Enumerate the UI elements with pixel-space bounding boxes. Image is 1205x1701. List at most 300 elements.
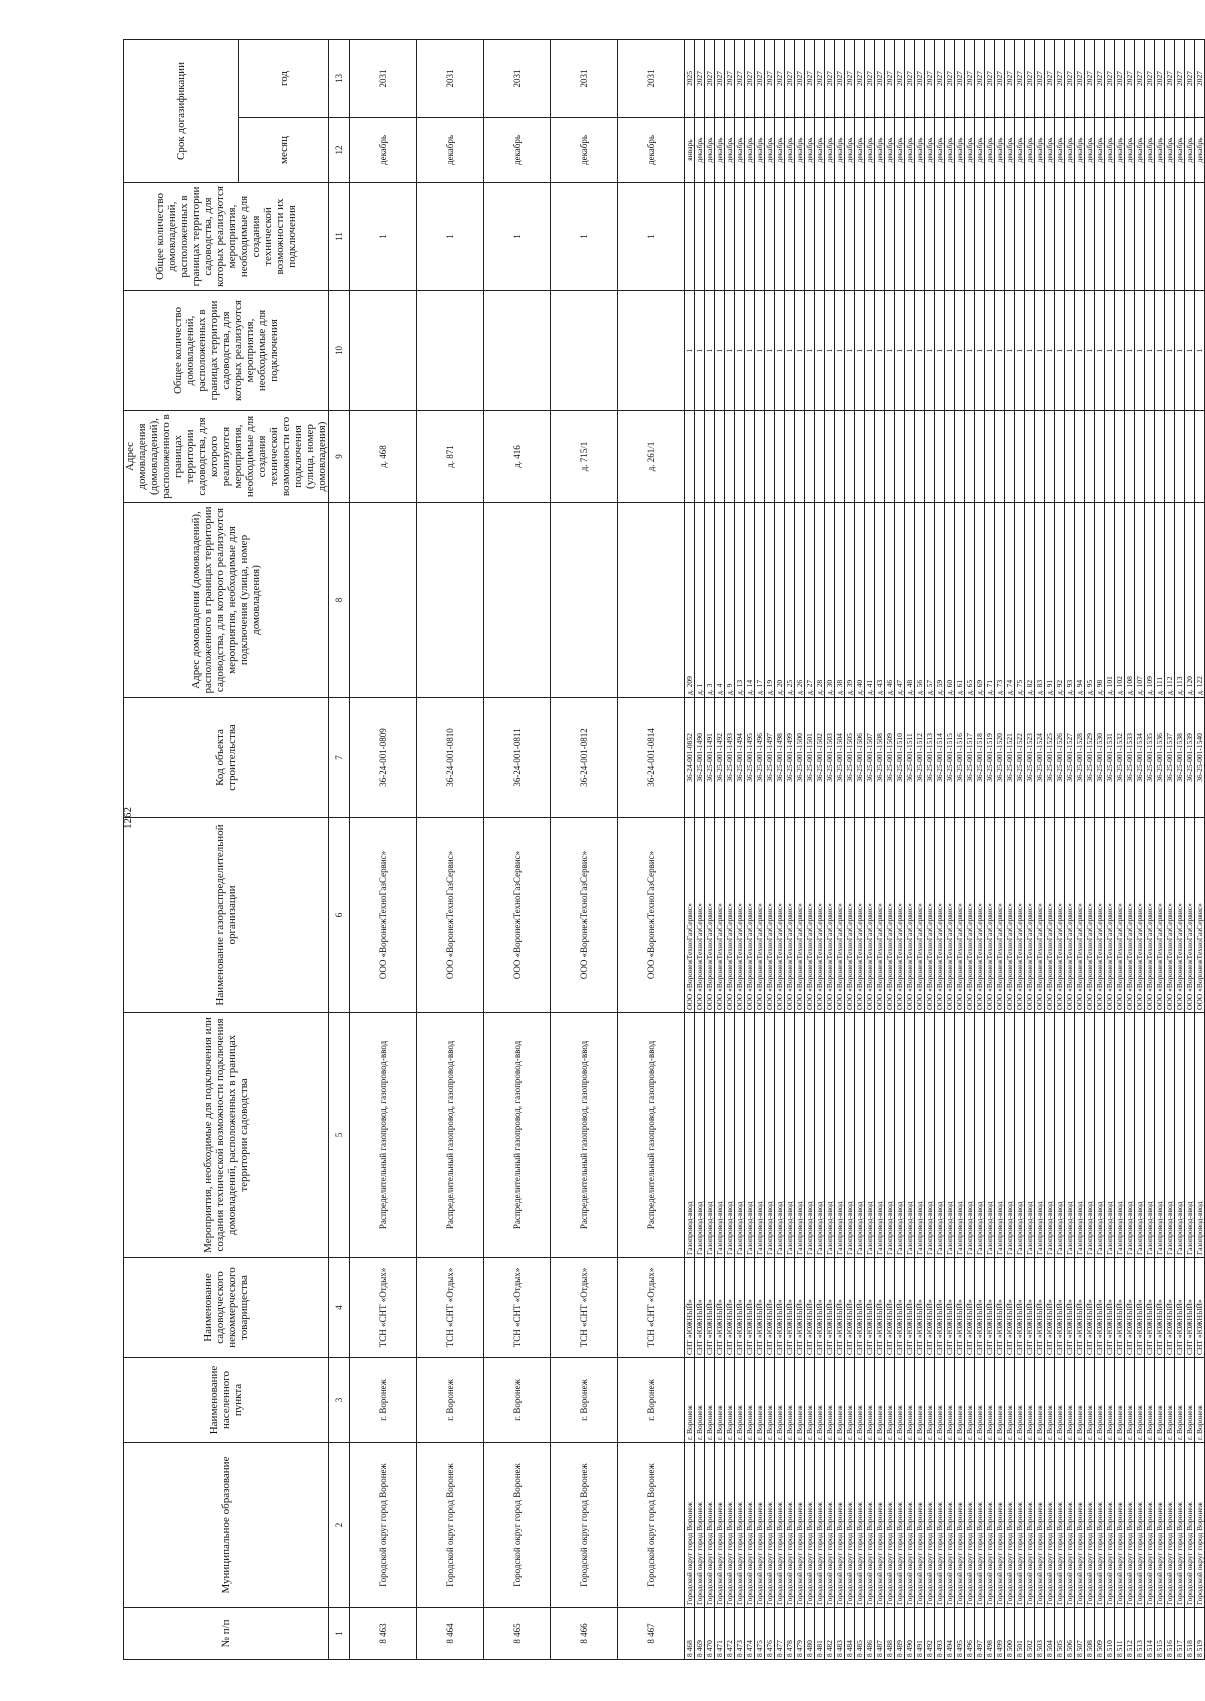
table-cell: 36-25-001-1498 xyxy=(775,698,785,818)
table-cell xyxy=(775,411,785,503)
table-cell: СНТ «ЮЖНЫЙ» xyxy=(965,1258,975,1358)
table-cell: 1 xyxy=(1155,291,1165,411)
table-cell: декабрь xyxy=(1165,118,1175,183)
table-cell: 8 502 xyxy=(1025,1608,1035,1660)
table-cell: 36-25-001-1501 xyxy=(805,698,815,818)
table-cell xyxy=(1035,183,1045,291)
table-cell: Распределительный газопровод, газопровод-ввод xyxy=(350,1013,417,1258)
table-cell: декабрь xyxy=(1075,118,1085,183)
table-cell: Городской округ город Воронеж xyxy=(825,1443,835,1608)
table-cell: 2027 xyxy=(815,39,825,117)
table-cell: Городской округ город Воронеж xyxy=(417,1443,484,1608)
table-cell: Газопровод-ввод xyxy=(815,1013,825,1258)
table-cell xyxy=(551,503,618,698)
table-cell: г. Воронеж xyxy=(755,1358,765,1443)
table-cell: 36-25-001-1515 xyxy=(945,698,955,818)
table-cell xyxy=(975,183,985,291)
table-row xyxy=(965,39,975,1659)
table-cell: 36-25-001-1534 xyxy=(1135,698,1145,818)
table-cell: г. Воронеж xyxy=(618,1358,685,1443)
table-cell: Газопровод-ввод xyxy=(845,1013,855,1258)
table-cell: 36-24-001-0811 xyxy=(484,698,551,818)
table-cell: 36-25-001-1525 xyxy=(1045,698,1055,818)
table-cell: СНТ «ЮЖНЫЙ» xyxy=(815,1258,825,1358)
table-cell: СНТ «ЮЖНЫЙ» xyxy=(805,1258,815,1358)
table-cell: 2027 xyxy=(825,39,835,117)
table-cell: декабрь xyxy=(1055,118,1065,183)
table-cell: 8 486 xyxy=(865,1608,875,1660)
table-cell: 8 518 xyxy=(1185,1608,1195,1660)
table-cell xyxy=(785,183,795,291)
table-cell: д. 71 xyxy=(985,503,995,698)
table-cell: Городской округ город Воронеж xyxy=(1095,1443,1105,1608)
table-cell xyxy=(735,183,745,291)
table-cell: 1 xyxy=(705,291,715,411)
table-cell: ООО «ВоронежТехноГазСервис» xyxy=(825,818,835,1013)
table-cell: СНТ «ЮЖНЫЙ» xyxy=(865,1258,875,1358)
table-cell: декабрь xyxy=(1015,118,1025,183)
col-header-3: Наименование населенного пункта xyxy=(124,1358,329,1443)
table-cell: ООО «ВоронежТехноГазСервис» xyxy=(1165,818,1175,1013)
table-cell: СНТ «ЮЖНЫЙ» xyxy=(1045,1258,1055,1358)
table-cell: декабрь xyxy=(1175,118,1185,183)
table-cell: Газопровод-ввод xyxy=(1055,1013,1065,1258)
table-cell: д. 61 xyxy=(955,503,965,698)
table-cell: г. Воронеж xyxy=(1155,1358,1165,1443)
table-cell: 36-25-001-1512 xyxy=(915,698,925,818)
table-cell xyxy=(965,411,975,503)
table-cell: 8 513 xyxy=(1135,1608,1145,1660)
table-cell: 1 xyxy=(775,291,785,411)
table-cell: Газопровод-ввод xyxy=(1045,1013,1055,1258)
table-cell: 8 515 xyxy=(1155,1608,1165,1660)
col-header-9: Адрес домовладения (домовладений), расположенного в границах территории садоводства, для которого реализуются мероприятия, необходимые для создания технической возможности его подключения (улица, номер домовладения) xyxy=(124,411,329,503)
table-cell xyxy=(484,291,551,411)
table-cell: г. Воронеж xyxy=(815,1358,825,1443)
table-cell: Городской округ город Воронеж xyxy=(725,1443,735,1608)
table-cell: ООО «ВоронежТехноГазСервис» xyxy=(785,818,795,1013)
table-cell: д. 94 xyxy=(1075,503,1085,698)
table-cell: д. 47 xyxy=(895,503,905,698)
table-cell: ООО «ВоронежТехноГазСервис» xyxy=(695,818,705,1013)
table-cell: Газопровод-ввод xyxy=(1125,1013,1135,1258)
table-cell: 1 xyxy=(955,291,965,411)
table-cell: 36-25-001-1539 xyxy=(1185,698,1195,818)
col-header-2: Муниципальное образование xyxy=(124,1443,329,1608)
table-cell: ООО «ВоронежТехноГазСервис» xyxy=(1085,818,1095,1013)
table-cell: Городской округ город Воронеж xyxy=(1155,1443,1165,1608)
table-cell: г. Воронеж xyxy=(417,1358,484,1443)
table-cell: ООО «ВоронежТехноГазСервис» xyxy=(845,818,855,1013)
table-cell: 8 468 xyxy=(685,1608,695,1660)
table-cell: Городской округ город Воронеж xyxy=(1195,1443,1205,1608)
table-cell: 8 485 xyxy=(855,1608,865,1660)
table-row xyxy=(725,39,735,1659)
table-cell: д. 75 xyxy=(1015,503,1025,698)
table-cell: д. 3 xyxy=(705,503,715,698)
table-cell: 36-25-001-1516 xyxy=(955,698,965,818)
table-cell: д. 14 xyxy=(745,503,755,698)
table-cell: г. Воронеж xyxy=(795,1358,805,1443)
column-number-cell: 13 xyxy=(329,39,350,117)
table-cell: Газопровод-ввод xyxy=(805,1013,815,1258)
table-cell: 1 xyxy=(685,291,695,411)
table-cell: СНТ «ЮЖНЫЙ» xyxy=(995,1258,1005,1358)
table-cell: 8 464 xyxy=(417,1608,484,1660)
table-cell: д. 56 xyxy=(915,503,925,698)
table-cell: Городской округ город Воронеж xyxy=(755,1443,765,1608)
table-cell: 1 xyxy=(1095,291,1105,411)
table-cell xyxy=(1175,411,1185,503)
table-cell xyxy=(955,411,965,503)
table-cell: 8 473 xyxy=(735,1608,745,1660)
table-cell xyxy=(885,183,895,291)
table-cell: 36-25-001-1509 xyxy=(885,698,895,818)
table-cell: ООО «ВоронежТехноГазСервис» xyxy=(915,818,925,1013)
table-cell: г. Воронеж xyxy=(735,1358,745,1443)
table-cell: Городской округ город Воронеж xyxy=(551,1443,618,1608)
table-cell: 8 516 xyxy=(1165,1608,1175,1660)
table-cell: 36-24-001-0810 xyxy=(417,698,484,818)
table-cell: Городской округ город Воронеж xyxy=(855,1443,865,1608)
table-row xyxy=(875,39,885,1659)
table-cell: ООО «ВоронежТехноГазСервис» xyxy=(795,818,805,1013)
col-header-1: № п/п xyxy=(124,1608,329,1660)
table-cell: г. Воронеж xyxy=(835,1358,845,1443)
table-cell xyxy=(715,411,725,503)
table-cell: Городской округ город Воронеж xyxy=(1085,1443,1095,1608)
table-cell: 2027 xyxy=(845,39,855,117)
table-row xyxy=(1065,39,1075,1659)
table-cell: д. 871 xyxy=(417,411,484,503)
table-cell: СНТ «ЮЖНЫЙ» xyxy=(1095,1258,1105,1358)
table-cell: ООО «ВоронежТехноГазСервис» xyxy=(1045,818,1055,1013)
table-cell: Городской округ город Воронеж xyxy=(785,1443,795,1608)
table-cell: 2027 xyxy=(935,39,945,117)
table-cell: 1 xyxy=(845,291,855,411)
table-cell xyxy=(805,411,815,503)
table-cell: 2027 xyxy=(885,39,895,117)
table-cell: 2027 xyxy=(895,39,905,117)
table-cell: Газопровод-ввод xyxy=(1145,1013,1155,1258)
table-cell: декабрь xyxy=(855,118,865,183)
table-cell xyxy=(1165,411,1175,503)
table-cell xyxy=(995,411,1005,503)
table-cell: д. 416 xyxy=(484,411,551,503)
table-cell: ООО «ВоронежТехноГазСервис» xyxy=(835,818,845,1013)
table-row xyxy=(1045,39,1055,1659)
table-cell: Городской округ город Воронеж xyxy=(905,1443,915,1608)
table-cell xyxy=(1185,411,1195,503)
table-cell: Газопровод-ввод xyxy=(1065,1013,1075,1258)
table-cell: 2027 xyxy=(1015,39,1025,117)
table-cell xyxy=(1015,411,1025,503)
table-cell: 36-25-001-1519 xyxy=(985,698,995,818)
table-cell: 1 xyxy=(1165,291,1175,411)
table-cell: д. 1 xyxy=(695,503,705,698)
table-cell: г. Воронеж xyxy=(955,1358,965,1443)
table-cell xyxy=(755,411,765,503)
table-cell: 2027 xyxy=(805,39,815,117)
table-cell xyxy=(905,183,915,291)
table-cell: 8 488 xyxy=(885,1608,895,1660)
table-cell: Газопровод-ввод xyxy=(915,1013,925,1258)
table-cell xyxy=(1125,183,1135,291)
table-cell: 36-25-001-1507 xyxy=(865,698,875,818)
table-cell: 2027 xyxy=(965,39,975,117)
table-cell: Газопровод-ввод xyxy=(955,1013,965,1258)
table-cell: г. Воронеж xyxy=(865,1358,875,1443)
table-cell: 36-25-001-1521 xyxy=(1005,698,1015,818)
table-cell: 1 xyxy=(1125,291,1135,411)
table-cell: 2027 xyxy=(1055,39,1065,117)
table-cell: 1 xyxy=(925,291,935,411)
table-cell: 1 xyxy=(905,291,915,411)
table-cell: 36-25-001-1522 xyxy=(1015,698,1025,818)
table-cell xyxy=(995,183,1005,291)
table-cell: СНТ «ЮЖНЫЙ» xyxy=(755,1258,765,1358)
table-cell: 1 xyxy=(855,291,865,411)
table-cell: г. Воронеж xyxy=(785,1358,795,1443)
table-cell: г. Воронеж xyxy=(915,1358,925,1443)
table-cell: декабрь xyxy=(618,118,685,183)
table-cell xyxy=(1185,183,1195,291)
table-cell: ООО «ВоронежТехноГазСервис» xyxy=(1125,818,1135,1013)
table-cell: г. Воронеж xyxy=(1165,1358,1175,1443)
table-cell: 8 512 xyxy=(1125,1608,1135,1660)
table-cell: д. 9 xyxy=(725,503,735,698)
table-cell: д. 48 xyxy=(905,503,915,698)
table-cell: Газопровод-ввод xyxy=(1165,1013,1175,1258)
table-cell xyxy=(815,411,825,503)
table-cell: 1 xyxy=(975,291,985,411)
table-row xyxy=(995,39,1005,1659)
table-row xyxy=(945,39,955,1659)
table-cell xyxy=(695,411,705,503)
table-cell: 1 xyxy=(935,291,945,411)
table-cell: ООО «ВоронежТехноГазСервис» xyxy=(725,818,735,1013)
table-cell: Городской округ город Воронеж xyxy=(695,1443,705,1608)
table-cell: ТСН «СНТ «Отдых» xyxy=(618,1258,685,1358)
table-cell xyxy=(765,183,775,291)
table-cell: 8 481 xyxy=(815,1608,825,1660)
table-cell: Городской округ город Воронеж xyxy=(1105,1443,1115,1608)
table-cell: Газопровод-ввод xyxy=(935,1013,945,1258)
table-cell: СНТ «ЮЖНЫЙ» xyxy=(1025,1258,1035,1358)
table-row xyxy=(895,39,905,1659)
table-cell: СНТ «ЮЖНЫЙ» xyxy=(705,1258,715,1358)
table-row xyxy=(775,39,785,1659)
header-row xyxy=(124,39,239,1659)
table-cell: ООО «ВоронежТехноГазСервис» xyxy=(1195,818,1205,1013)
table-cell: 2027 xyxy=(715,39,725,117)
table-row xyxy=(1025,39,1035,1659)
table-cell: 8 519 xyxy=(1195,1608,1205,1660)
table-cell xyxy=(618,503,685,698)
column-number-cell: 6 xyxy=(329,818,350,1013)
table-cell: декабрь xyxy=(835,118,845,183)
table-cell: СНТ «ЮЖНЫЙ» xyxy=(785,1258,795,1358)
table-cell: д. 261/1 xyxy=(618,411,685,503)
table-cell: ТСН «СНТ «Отдых» xyxy=(417,1258,484,1358)
table-cell xyxy=(1195,411,1205,503)
table-cell: 36-24-001-0812 xyxy=(551,698,618,818)
table-row xyxy=(835,39,845,1659)
table-cell xyxy=(925,183,935,291)
table-cell xyxy=(1075,183,1085,291)
table-cell: СНТ «ЮЖНЫЙ» xyxy=(955,1258,965,1358)
table-cell: 1 xyxy=(1195,291,1205,411)
table-cell: 36-25-001-1494 xyxy=(735,698,745,818)
table-cell: декабрь xyxy=(1105,118,1115,183)
table-cell: 8 466 xyxy=(551,1608,618,1660)
table-cell: 2027 xyxy=(1065,39,1075,117)
table-cell: 2027 xyxy=(705,39,715,117)
table-cell: Городской округ город Воронеж xyxy=(925,1443,935,1608)
table-cell: г. Воронеж xyxy=(1125,1358,1135,1443)
table-cell: 2027 xyxy=(855,39,865,117)
col-header-10: Общее количество домовладений, расположенных в границах территории садоводства, для которых реализуются мероприятия, необходимые для подключения xyxy=(124,291,329,411)
table-cell xyxy=(895,183,905,291)
table-cell: декабрь xyxy=(1065,118,1075,183)
table-cell: Городской округ город Воронеж xyxy=(745,1443,755,1608)
table-cell xyxy=(1195,183,1205,291)
table-cell: 2027 xyxy=(1095,39,1105,117)
column-number-cell: 10 xyxy=(329,291,350,411)
table-cell: 1 xyxy=(1025,291,1035,411)
table-cell: ТСН «СНТ «Отдых» xyxy=(551,1258,618,1358)
table-cell: 36-25-001-1499 xyxy=(785,698,795,818)
table-cell: г. Воронеж xyxy=(1025,1358,1035,1443)
table-cell: 2027 xyxy=(1175,39,1185,117)
table-cell: д. 73 xyxy=(995,503,1005,698)
table-cell: 1 xyxy=(965,291,975,411)
table-cell: ООО «ВоронежТехноГазСервис» xyxy=(350,818,417,1013)
table-cell: г. Воронеж xyxy=(350,1358,417,1443)
column-number-cell: 11 xyxy=(329,183,350,291)
table-cell: СНТ «ЮЖНЫЙ» xyxy=(935,1258,945,1358)
table-cell: Газопровод-ввод xyxy=(865,1013,875,1258)
table-cell: 2027 xyxy=(1045,39,1055,117)
table-cell: 2027 xyxy=(725,39,735,117)
table-cell xyxy=(695,183,705,291)
table-row xyxy=(885,39,895,1659)
table-cell: 8 490 xyxy=(905,1608,915,1660)
table-cell: декабрь xyxy=(1155,118,1165,183)
table-cell: СНТ «ЮЖНЫЙ» xyxy=(735,1258,745,1358)
table-cell: д. 41 xyxy=(865,503,875,698)
table-cell: декабрь xyxy=(695,118,705,183)
table-body-main xyxy=(685,39,1205,1659)
table-cell: СНТ «ЮЖНЫЙ» xyxy=(1005,1258,1015,1358)
table-cell: д. 69 xyxy=(975,503,985,698)
table-cell: д. 59 xyxy=(935,503,945,698)
table-cell: декабрь xyxy=(875,118,885,183)
table-cell: 36-25-001-1490 xyxy=(695,698,705,818)
column-number-cell: 8 xyxy=(329,503,350,698)
table-cell: Газопровод-ввод xyxy=(985,1013,995,1258)
table-cell: Газопровод-ввод xyxy=(925,1013,935,1258)
table-cell: д. 98 xyxy=(1095,503,1105,698)
table-cell xyxy=(915,183,925,291)
table-cell: СНТ «ЮЖНЫЙ» xyxy=(1155,1258,1165,1358)
table-cell: 2027 xyxy=(1035,39,1045,117)
table-cell: д. 112 xyxy=(1165,503,1175,698)
table-cell: СНТ «ЮЖНЫЙ» xyxy=(695,1258,705,1358)
table-cell: 2027 xyxy=(1025,39,1035,117)
table-cell xyxy=(955,183,965,291)
table-cell: Городской округ город Воронеж xyxy=(735,1443,745,1608)
table-cell: 8 503 xyxy=(1035,1608,1045,1660)
table-cell: СНТ «ЮЖНЫЙ» xyxy=(985,1258,995,1358)
table-cell: г. Воронеж xyxy=(805,1358,815,1443)
table-cell: Городской округ город Воронеж xyxy=(865,1443,875,1608)
table-cell: 36-25-001-1506 xyxy=(855,698,865,818)
table-cell: 36-25-001-1540 xyxy=(1195,698,1205,818)
table-cell xyxy=(1055,411,1065,503)
table-cell: СНТ «ЮЖНЫЙ» xyxy=(825,1258,835,1358)
table-cell: г. Воронеж xyxy=(855,1358,865,1443)
table-cell xyxy=(1175,183,1185,291)
table-cell xyxy=(618,291,685,411)
table-cell: ООО «ВоронежТехноГазСервис» xyxy=(1095,818,1105,1013)
table-cell xyxy=(551,291,618,411)
table-cell: ООО «ВоронежТехноГазСервис» xyxy=(1035,818,1045,1013)
table-cell: 36-24-001-0809 xyxy=(350,698,417,818)
table-cell: д. 83 xyxy=(1035,503,1045,698)
table-cell: СНТ «ЮЖНЫЙ» xyxy=(1125,1258,1135,1358)
table-cell: СНТ «ЮЖНЫЙ» xyxy=(885,1258,895,1358)
table-cell: декабрь xyxy=(1095,118,1105,183)
table-cell: 8 474 xyxy=(745,1608,755,1660)
table-cell: 8 508 xyxy=(1085,1608,1095,1660)
table-cell: 1 xyxy=(745,291,755,411)
table-cell xyxy=(350,503,417,698)
table-cell xyxy=(985,183,995,291)
table-cell: Газопровод-ввод xyxy=(945,1013,955,1258)
table-cell xyxy=(1065,411,1075,503)
table-cell: д. 209 xyxy=(685,503,695,698)
table-cell: СНТ «ЮЖНЫЙ» xyxy=(1165,1258,1175,1358)
table-cell: декабрь xyxy=(825,118,835,183)
table-cell xyxy=(935,183,945,291)
table-cell: Газопровод-ввод xyxy=(1105,1013,1115,1258)
table-cell: декабрь xyxy=(865,118,875,183)
table-cell: 36-25-001-1502 xyxy=(815,698,825,818)
table-cell: Газопровод-ввод xyxy=(885,1013,895,1258)
table-cell: СНТ «ЮЖНЫЙ» xyxy=(1035,1258,1045,1358)
table-cell: ООО «ВоронежТехноГазСервис» xyxy=(735,818,745,1013)
table-cell: г. Воронеж xyxy=(895,1358,905,1443)
column-number-cell: 9 xyxy=(329,411,350,503)
table-cell xyxy=(725,183,735,291)
table-cell: СНТ «ЮЖНЫЙ» xyxy=(875,1258,885,1358)
table-cell: д. 43 xyxy=(875,503,885,698)
table-cell: Газопровод-ввод xyxy=(825,1013,835,1258)
table-row xyxy=(735,39,745,1659)
table-row xyxy=(765,39,775,1659)
table-cell xyxy=(925,411,935,503)
table-cell: 8 498 xyxy=(985,1608,995,1660)
table-cell: Городской округ город Воронеж xyxy=(975,1443,985,1608)
table-cell: 36-25-001-1504 xyxy=(835,698,845,818)
table-cell xyxy=(865,183,875,291)
table-cell: 36-25-001-1493 xyxy=(725,698,735,818)
table-cell xyxy=(845,183,855,291)
table-cell xyxy=(1075,411,1085,503)
table-cell: д. 109 xyxy=(1145,503,1155,698)
table-cell: 2027 xyxy=(1005,39,1015,117)
